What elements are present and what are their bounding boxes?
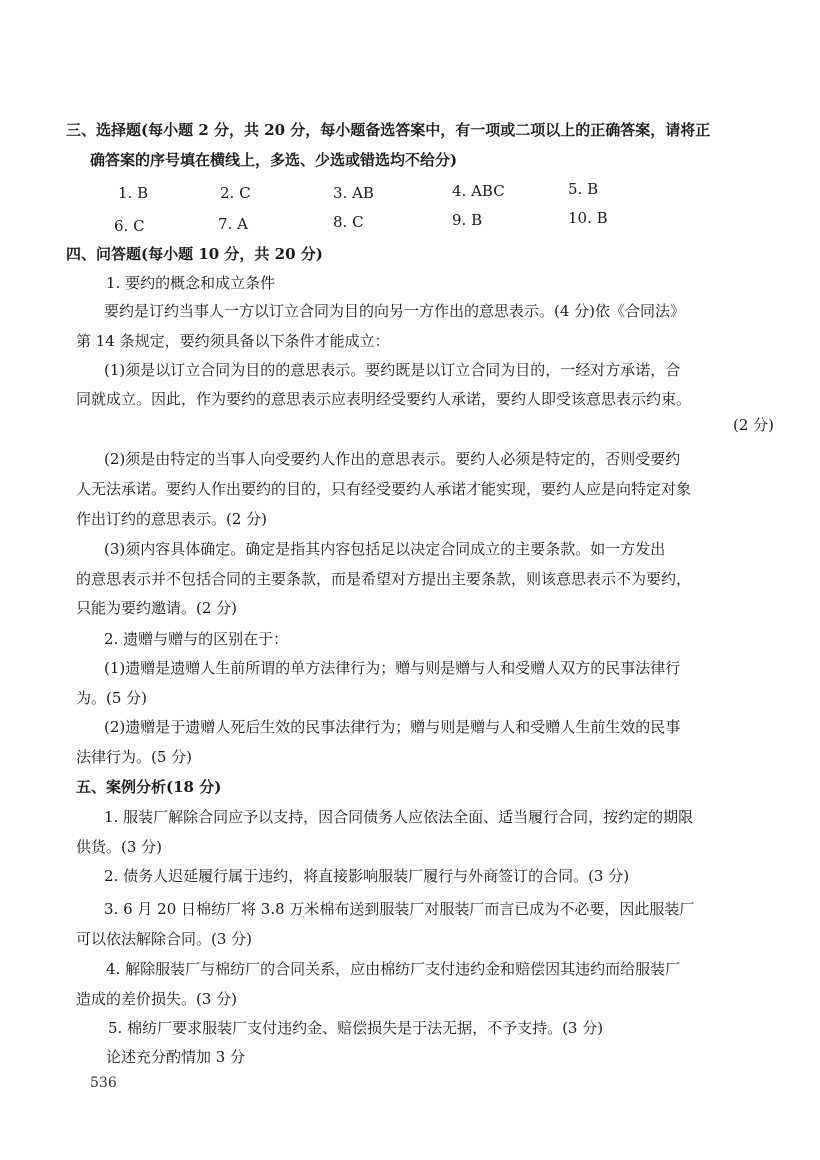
q1-c1-line2: 同就成立。因此，作为要约的意思表示应表明经受要约人承诺，要约人即受该意思表示约束。 [76, 390, 692, 408]
s5-p4-line1: 4. 解除服装厂与棉纺厂的合同关系，应由棉纺厂支付违约金和赔偿因其违约而给服装厂 [106, 960, 681, 978]
s5-note: 论述充分酌情加 3 分 [106, 1048, 246, 1066]
q1-c1-score: (2 分) [732, 416, 774, 434]
answer-6: 6. C [114, 217, 145, 235]
answer-9: 9. B [452, 211, 483, 229]
q1-c1-line1: (1)须是以订立合同为目的的意思表示。要约既是以订立合同为目的，一经对方承诺，合 [104, 361, 681, 379]
q2-title: 2. 遗赠与赠与的区别在于： [104, 630, 289, 648]
answer-5: 5. B [568, 180, 599, 198]
q1-c3-line1: (3)须内容具体确定。确定是指其内容包括足以决定合同成立的主要条款。如一方发出 [104, 540, 666, 558]
section4-heading: 四、问答题(每小题 10 分，共 20 分) [66, 245, 323, 263]
s5-p1-line1: 1. 服装厂解除合同应予以支持，因合同债务人应依法全面、适当履行合同，按约定的期限 [104, 808, 694, 826]
q2-c2-line2: 法律行为。(5 分) [76, 748, 193, 766]
q1-title: 1. 要约的概念和成立条件 [106, 274, 276, 292]
q1-p1-line1: 要约是订约当事人一方以订立合同为目的向另一方作出的意思表示。(4 分)依《合同法》 [104, 302, 686, 320]
q2-c1-line1: (1)遗赠是遗赠人生前所谓的单方法律行为；赠与则是赠与人和受赠人双方的民事法律行 [104, 659, 681, 677]
q1-c3-line3: 只能为要约邀请。(2 分) [76, 599, 238, 617]
s5-p1-line2: 供货。(3 分) [76, 838, 163, 856]
answer-8: 8. C [333, 213, 364, 231]
q1-c2-line1: (2)须是由特定的当事人向受要约人作出的意思表示。要约人必须是特定的，否则受要约 [104, 450, 681, 468]
q1-c3-line2: 的意思表示并不包括合同的主要条款，而是希望对方提出主要条款，则该意思表示不为要约， [76, 570, 692, 588]
s5-p5: 5. 棉纺厂要求服装厂支付违约金、赔偿损失是于法无据，不予支持。(3 分) [108, 1019, 604, 1037]
answer-3: 3. AB [333, 184, 374, 202]
q2-c1-line2: 为。(5 分) [76, 689, 148, 707]
q1-p1-line2: 第 14 条规定，要约须具备以下条件才能成立： [76, 332, 390, 350]
answer-7: 7. A [218, 215, 248, 233]
q2-c2-line1: (2)遗赠是于遗赠人死后生效的民事法律行为；赠与则是赠与人和受赠人生前生效的民事 [104, 718, 681, 736]
s5-p4-line2: 造成的差价损失。(3 分) [76, 990, 238, 1008]
section3-heading-line2: 确答案的序号填在横线上，多选、少选或错选均不给分) [90, 151, 458, 169]
s5-p3-line1: 3. 6 月 20 日棉纺厂将 3.8 万米棉布送到服装厂对服装厂而言已成为不必要，因此服装厂 [104, 900, 695, 918]
s5-p2: 2. 债务人迟延履行属于违约，将直接影响服装厂履行与外商签订的合同。(3 分) [104, 867, 630, 885]
page-number: 536 [90, 1075, 117, 1091]
answer-1: 1. B [118, 184, 149, 202]
q1-c2-line2: 人无法承诺。要约人作出要约的目的，只有经受要约人承诺才能实现，要约人应是向特定对象 [76, 480, 692, 498]
answer-10: 10. B [568, 209, 608, 227]
section5-heading: 五、案例分析(18 分) [76, 778, 222, 796]
answer-2: 2. C [220, 184, 251, 202]
answer-4: 4. ABC [452, 182, 505, 200]
s5-p3-line2: 可以依法解除合同。(3 分) [76, 930, 253, 948]
section3-heading-line1: 三、选择题(每小题 2 分，共 20 分，每小题备选答案中，有一项或二项以上的正确答案，请将正 [66, 121, 711, 139]
q1-c2-line3: 作出订约的意思表示。(2 分) [76, 510, 268, 528]
